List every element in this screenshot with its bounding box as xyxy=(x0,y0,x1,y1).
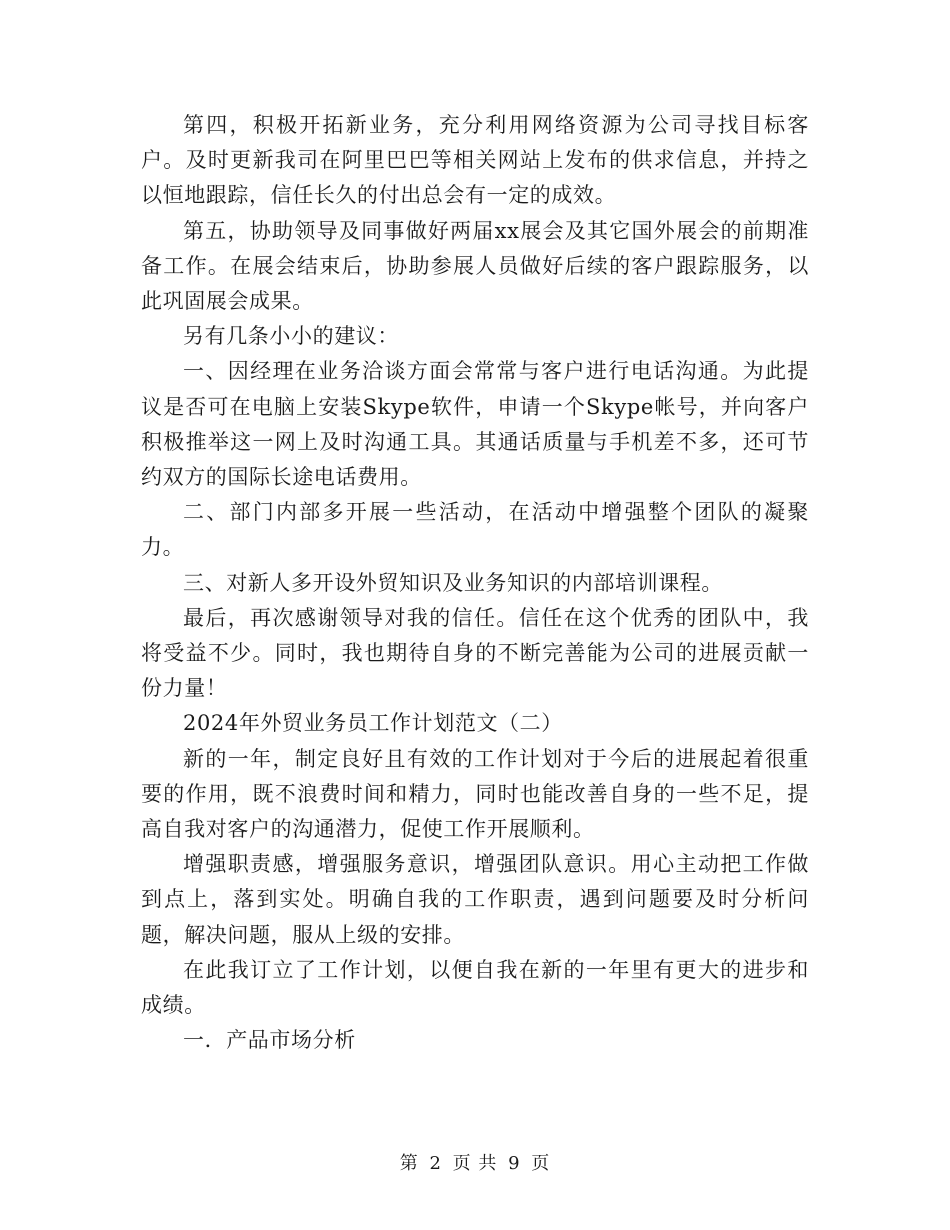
paragraph-new-year: 新的一年，制定良好且有效的工作计划对于今后的进展起着很重要的作用，既不浪费时间和精力，同时也能改善自身的一些不足，提高自我对客户的沟通潜力，促使工作开展顺利。 xyxy=(141,746,809,842)
footer-prefix: 第 xyxy=(399,1153,419,1174)
footer-total-pages: 9 xyxy=(508,1153,521,1174)
paragraph-suggestion-3: 三、对新人多开设外贸知识及业务知识的内部培训课程。 xyxy=(183,570,723,595)
section-heading: 2024年外贸业务员工作计划范文（二） xyxy=(183,711,563,736)
footer-current-page: 2 xyxy=(429,1153,442,1174)
paragraph-closing: 最后，再次感谢领导对我的信任。信任在这个优秀的团队中，我将受益不少。同时，我也期待自身的不断完善能为公司的进展贡献一份力量！ xyxy=(141,605,809,701)
paragraph-market-analysis-heading: 一．产品市场分析 xyxy=(183,1028,356,1053)
paragraph-suggestion-1: 一、因经理在业务洽谈方面会常常与客户进行电话沟通。为此提议是否可在电脑上安装Skype软件，申请一个Skype帐号，并向客户积极推举这一网上及时沟通工具。其通话质量与手机差不多，还可节约双方的国际长途电话费用。 xyxy=(141,359,809,490)
paragraph-suggestions-intro: 另有几条小小的建议： xyxy=(183,324,399,349)
page-footer xyxy=(0,1150,950,1178)
paragraph-4th-point: 第四，积极开拓新业务，充分利用网络资源为公司寻找目标客户。及时更新我司在阿里巴巴等相关网站上发布的供求信息，并持之以恒地跟踪，信任长久的付出总会有一定的成效。 xyxy=(141,113,809,208)
footer-middle: 页 共 xyxy=(452,1153,498,1174)
paragraph-plan-intro: 在此我订立了工作计划，以便自我在新的一年里有更大的进步和成绩。 xyxy=(141,957,809,1018)
paragraph-5th-point: 第五，协助领导及同事做好两届xx展会及其它国外展会的前期准备工作。在展会结束后，协助参展人员做好后续的客户跟踪服务，以此巩固展会成果。 xyxy=(141,218,809,314)
footer-suffix: 页 xyxy=(531,1153,551,1174)
paragraph-responsibility: 增强职责感，增强服务意识，增强团队意识。用心主动把工作做到点上，落到实处。明确自我的工作职责，遇到问题要及时分析问题，解决问题，服从上级的安排。 xyxy=(141,852,809,947)
document-body xyxy=(141,108,809,1058)
paragraph-suggestion-2: 二、部门内部多开展一些活动，在活动中增强整个团队的凝聚力。 xyxy=(141,500,809,560)
